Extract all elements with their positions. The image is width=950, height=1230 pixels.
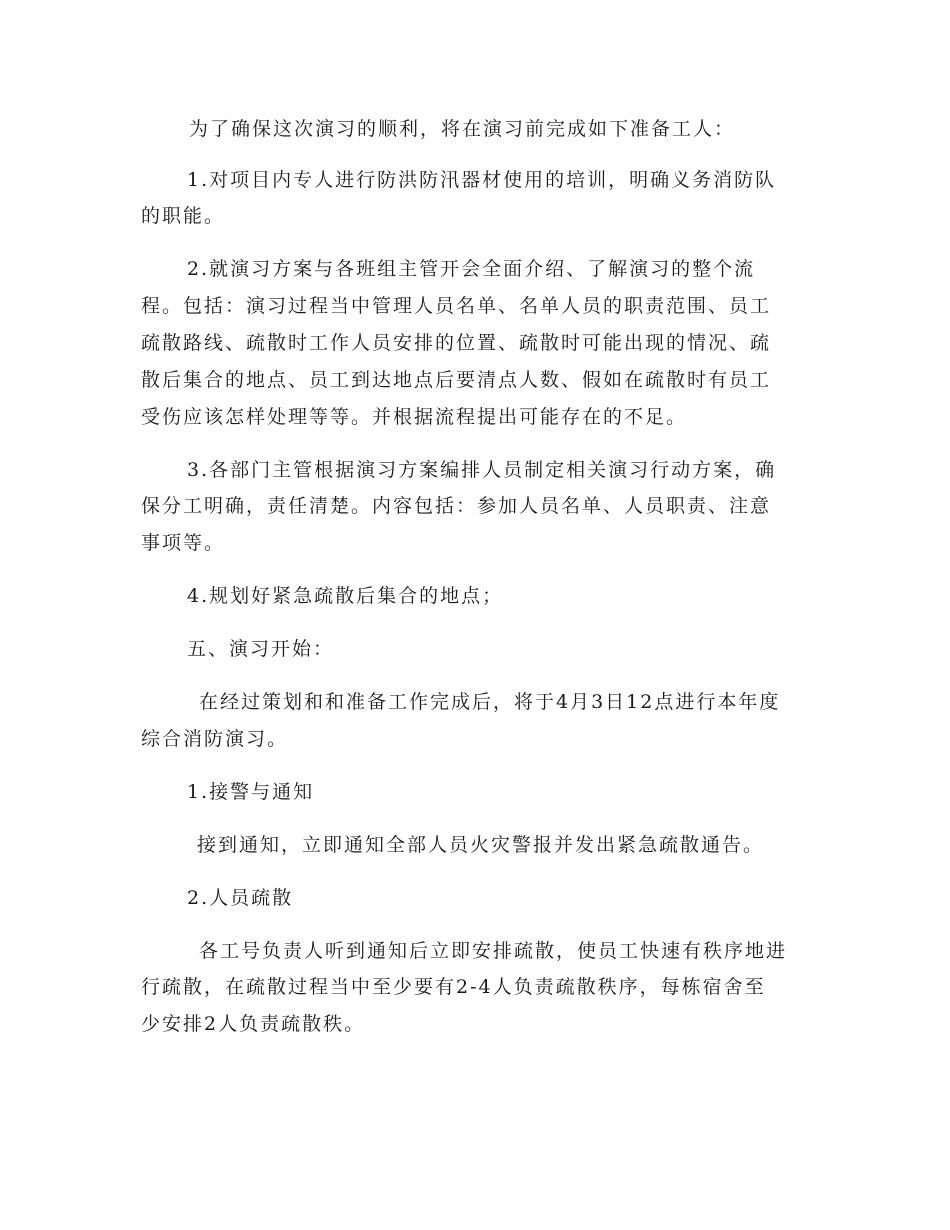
text-line: 接到通知，立即通知全部人员火灾警报并发出紧急疏散通告。 [197, 834, 765, 856]
text-line: 事项等。 [141, 532, 226, 554]
text-line: 程。包括：演习过程当中管理人员名单、名单人员的职责范围、员工 [141, 295, 772, 317]
text-line: 受伤应该怎样处理等等。并根据流程提出可能存在的不足。 [141, 406, 688, 428]
text-line: 行疏散，在疏散过程当中至少要有2-4人负责疏散秩序，每栋宿舍至 [141, 976, 766, 998]
text-line: 的职能。 [141, 205, 226, 227]
text-line: 少安排2人负责疏散秩。 [141, 1013, 366, 1035]
text-line: 在经过策划和和准备工作完成后，将于4月3日12点进行本年度 [199, 691, 781, 713]
text-line: 疏散路线、疏散时工作人员安排的位置、疏散时可能出现的情况、疏 [141, 332, 772, 354]
text-line: 保分工明确，责任清楚。内容包括：参加人员名单、人员职责、注意 [141, 495, 772, 517]
text-line: 3.各部门主管根据演习方案编排人员制定相关演习行动方案，确 [187, 459, 777, 481]
text-line: 4.规划好紧急疏散后集合的地点； [187, 585, 504, 607]
subsection-heading: 2.人员疏散 [187, 887, 294, 909]
text-line: 2.就演习方案与各班组主管开会全面介绍、了解演习的整个流 [187, 258, 756, 280]
subsection-heading: 1.接警与通知 [187, 781, 315, 803]
text-line: 散后集合的地点、员工到达地点后要清点人数、假如在疏散时有员工 [141, 369, 772, 391]
text-line: 为了确保这次演习的顺利，将在演习前完成如下准备工人： [189, 118, 736, 140]
text-line: 各工号负责人听到通知后立即安排疏散，使员工快速有秩序地进 [199, 940, 788, 962]
text-line: 1.对项目内专人进行防洪防汛器材使用的培训，明确义务消防队 [187, 169, 777, 191]
text-line: 综合消防演习。 [141, 728, 289, 750]
section-heading: 五、演习开始： [187, 638, 335, 660]
